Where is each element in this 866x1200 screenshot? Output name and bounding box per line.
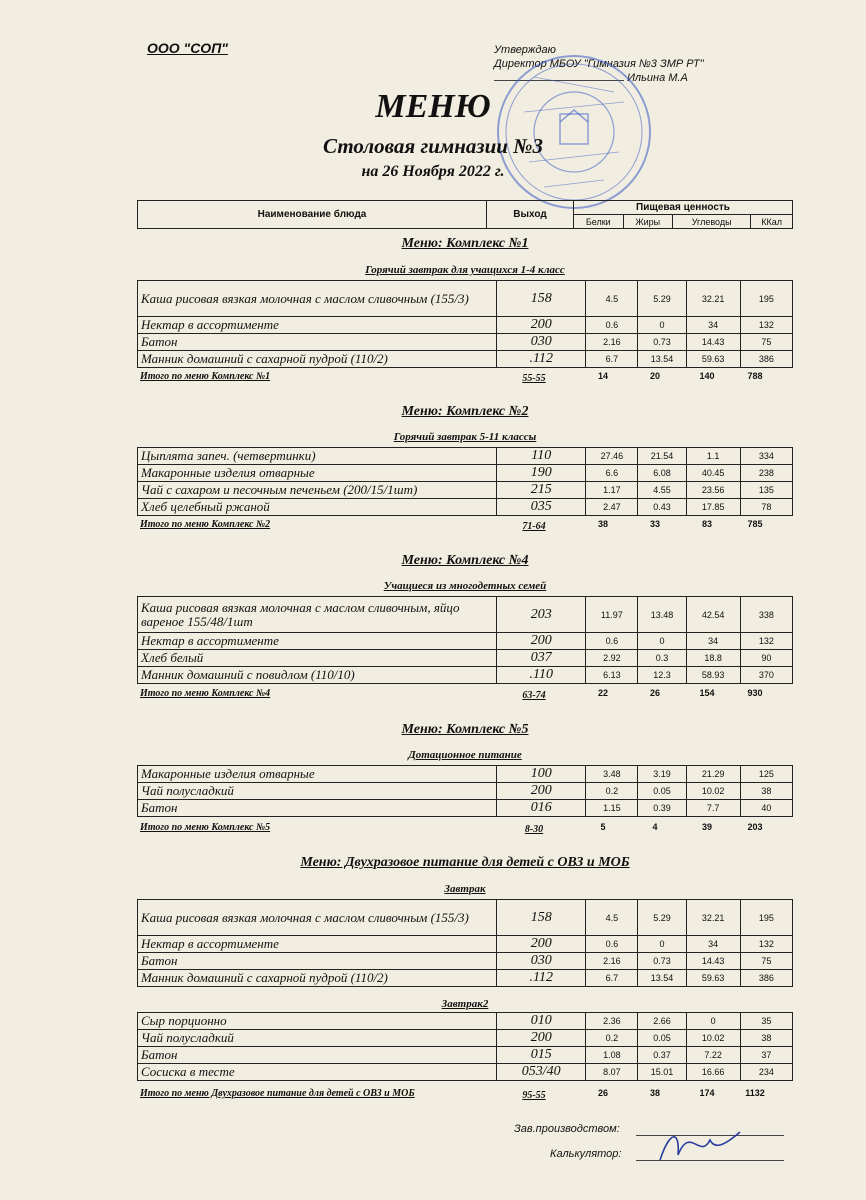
dish-output: 110 [497, 448, 586, 465]
section-subtitle: Завтрак2 [441, 998, 489, 1010]
dish-name: Макаронные изделия отварные [138, 766, 497, 783]
dish-name: Сосиска в тесте [138, 1064, 497, 1081]
kcal-value: 40 [740, 800, 792, 817]
dish-name: Каша рисовая вязкая молочная с маслом сливочным, яйцо вареное 155/48/1шт [138, 597, 497, 633]
total-kcal: 1132 [745, 1088, 765, 1098]
fats-value: 4.55 [638, 482, 686, 499]
dish-output: 030 [497, 953, 586, 970]
dish-output: 035 [497, 499, 586, 516]
carbs-value: 59.63 [686, 970, 740, 987]
carbs-value: 42.54 [686, 597, 740, 633]
dish-output: 200 [497, 1030, 586, 1047]
total-output: 8-30 [524, 824, 544, 835]
section-subtitle: Горячий завтрак 5-11 классы [393, 431, 537, 443]
dish-output: 203 [497, 597, 586, 633]
fats-value: 0.37 [638, 1047, 686, 1064]
total-carbs: 154 [699, 688, 715, 698]
proteins-value: 4.5 [586, 900, 638, 936]
dish-name: Батон [138, 800, 497, 817]
kcal-value: 386 [740, 351, 792, 368]
total-kcal: 788 [747, 371, 763, 381]
carbs-value: 18.8 [686, 650, 740, 667]
table-row [138, 783, 793, 800]
proteins-value: 2.36 [586, 1013, 638, 1030]
total-fats: 20 [649, 371, 660, 381]
carbs-value: 14.43 [686, 953, 740, 970]
fats-value: 0 [638, 317, 686, 334]
proteins-value: 1.17 [586, 482, 638, 499]
dish-output: 015 [497, 1047, 586, 1064]
table-row [138, 953, 793, 970]
section-subtitle: Учащиеся из многодетных семей [383, 580, 547, 592]
kcal-value: 135 [740, 482, 792, 499]
carbs-value: 21.29 [686, 766, 740, 783]
table-row [138, 499, 793, 516]
kcal-value: 37 [740, 1047, 792, 1064]
carbs-value: 40.45 [686, 465, 740, 482]
fats-value: 0.3 [638, 650, 686, 667]
section-total [137, 371, 793, 385]
dish-output: 010 [497, 1013, 586, 1030]
kcal-value: 238 [740, 465, 792, 482]
kcal-value: 35 [740, 1013, 792, 1030]
dish-output: 037 [497, 650, 586, 667]
total-fats: 26 [649, 688, 660, 698]
proteins-value: 0.2 [586, 783, 638, 800]
total-output: 55-55 [522, 373, 546, 384]
table-row [138, 334, 793, 351]
table-row [138, 597, 793, 633]
carbs-value: 14.43 [686, 334, 740, 351]
fats-value: 13.54 [638, 970, 686, 987]
menu-table [137, 899, 793, 987]
proteins-value: 0.6 [586, 633, 638, 650]
table-row [138, 482, 793, 499]
menu-table [137, 280, 793, 368]
total-proteins: 26 [597, 1088, 608, 1098]
total-kcal: 930 [747, 688, 763, 698]
fats-value: 0.73 [638, 953, 686, 970]
table-row [138, 281, 793, 317]
dish-output: 030 [497, 334, 586, 351]
dish-output: .112 [497, 970, 586, 987]
section-total [137, 822, 793, 836]
dish-name: Сыр порционно [138, 1013, 497, 1030]
section-subtitle: Дотационное питание [408, 749, 522, 761]
dish-output: 200 [497, 783, 586, 800]
total-output: 63-74 [522, 690, 546, 701]
total-carbs: 140 [699, 371, 715, 381]
kcal-value: 132 [740, 633, 792, 650]
carbs-value: 34 [686, 936, 740, 953]
kcal-value: 132 [740, 936, 792, 953]
total-proteins: 5 [600, 822, 606, 832]
header-dish-name: Наименование блюда [138, 201, 487, 229]
dish-output: 200 [497, 317, 586, 334]
organization-name: ООО "СОП" [147, 40, 228, 56]
total-label: Итого по меню Комплекс №2 [140, 519, 271, 530]
table-row [138, 1013, 793, 1030]
proteins-value: 6.7 [586, 970, 638, 987]
kcal-value: 234 [740, 1064, 792, 1081]
table-row [138, 766, 793, 783]
kcal-value: 75 [740, 334, 792, 351]
carbs-value: 17.85 [686, 499, 740, 516]
dish-name: Чай с сахаром и песочным печеньем (200/15/1шт) [138, 482, 497, 499]
menu-table [137, 1012, 793, 1081]
table-header [137, 200, 793, 229]
dish-output: 100 [497, 766, 586, 783]
kcal-value: 132 [740, 317, 792, 334]
fats-value: 5.29 [638, 900, 686, 936]
table-row [138, 650, 793, 667]
dish-name: Манник домашний с сахарной пудрой (110/2) [138, 970, 497, 987]
dish-output: 200 [497, 936, 586, 953]
kcal-value: 195 [740, 900, 792, 936]
menu-table [137, 447, 793, 516]
total-kcal: 203 [747, 822, 763, 832]
dish-output: 158 [497, 281, 586, 317]
kcal-value: 38 [740, 1030, 792, 1047]
carbs-value: 7.7 [686, 800, 740, 817]
dish-output: .112 [497, 351, 586, 368]
fats-value: 15.01 [638, 1064, 686, 1081]
table-row [138, 1047, 793, 1064]
total-output: 71-64 [522, 521, 546, 532]
fats-value: 0.05 [638, 783, 686, 800]
total-carbs: 39 [701, 822, 712, 832]
header-carbs: Углеводы [672, 215, 750, 229]
menu-table [137, 765, 793, 817]
table-row [138, 667, 793, 684]
fats-value: 5.29 [638, 281, 686, 317]
dish-name: Чай полусладкий [138, 1030, 497, 1047]
fats-value: 0.43 [638, 499, 686, 516]
menu-table [137, 596, 793, 684]
kcal-value: 334 [740, 448, 792, 465]
table-row [138, 317, 793, 334]
kcal-value: 338 [740, 597, 792, 633]
table-row [138, 465, 793, 482]
dish-name: Нектар в ассортименте [138, 317, 497, 334]
total-fats: 33 [649, 519, 660, 529]
page-subtitle: Столовая гимназии №3 [323, 134, 543, 158]
proteins-value: 2.16 [586, 334, 638, 351]
official-seal [494, 52, 654, 212]
fats-value: 2.66 [638, 1013, 686, 1030]
kcal-value: 370 [740, 667, 792, 684]
section-title: Меню: Комплекс №4 [401, 553, 529, 568]
section-title: Меню: Комплекс №5 [401, 722, 529, 737]
proteins-value: 4.5 [586, 281, 638, 317]
dish-name: Батон [138, 1047, 497, 1064]
dish-name: Нектар в ассортименте [138, 936, 497, 953]
carbs-value: 32.21 [686, 281, 740, 317]
proteins-value: 2.16 [586, 953, 638, 970]
dish-name: Манник домашний с сахарной пудрой (110/2) [138, 351, 497, 368]
dish-output: .110 [497, 667, 586, 684]
proteins-value: 11.97 [586, 597, 638, 633]
handwritten-signature [650, 1120, 750, 1170]
total-carbs: 174 [699, 1088, 715, 1098]
carbs-value: 23.56 [686, 482, 740, 499]
table-row [138, 448, 793, 465]
dish-output: 200 [497, 633, 586, 650]
table-row [138, 633, 793, 650]
dish-name: Цыплята запеч. (четвертинки) [138, 448, 497, 465]
fats-value: 13.48 [638, 597, 686, 633]
dish-name: Чай полусладкий [138, 783, 497, 800]
table-row [138, 936, 793, 953]
dish-output: 053/40 [497, 1064, 586, 1081]
kcal-value: 195 [740, 281, 792, 317]
total-proteins: 38 [597, 519, 608, 529]
dish-output: 158 [497, 900, 586, 936]
menu-date: на 26 Ноября 2022 г. [361, 163, 505, 180]
table-row [138, 970, 793, 987]
total-proteins: 22 [597, 688, 608, 698]
dish-output: 190 [497, 465, 586, 482]
carbs-value: 34 [686, 317, 740, 334]
kcal-value: 90 [740, 650, 792, 667]
dish-name: Батон [138, 953, 497, 970]
table-row [138, 351, 793, 368]
fats-value: 12.3 [638, 667, 686, 684]
dish-name: Манник домашний с повидлом (110/10) [138, 667, 497, 684]
carbs-value: 59.63 [686, 351, 740, 368]
kcal-value: 78 [740, 499, 792, 516]
section-title: Меню: Комплекс №1 [401, 236, 529, 251]
section-title: Меню: Двухразовое питание для детей с ОВЗ и МОБ [300, 855, 630, 870]
total-output: 95-55 [522, 1090, 546, 1101]
fats-value: 6.08 [638, 465, 686, 482]
director-name: Ильина М.А [627, 72, 688, 84]
table-row [138, 1030, 793, 1047]
section-total [137, 519, 793, 533]
proteins-value: 3.48 [586, 766, 638, 783]
dish-output: 016 [497, 800, 586, 817]
total-label: Итого по меню Комплекс №4 [140, 688, 271, 699]
total-kcal: 785 [747, 519, 763, 529]
proteins-value: 0.2 [586, 1030, 638, 1047]
fats-value: 13.54 [638, 351, 686, 368]
calculator-signature-label: Калькулятор: [550, 1148, 622, 1160]
carbs-value: 1.1 [686, 448, 740, 465]
proteins-value: 2.92 [586, 650, 638, 667]
section-subtitle: Завтрак [444, 883, 486, 895]
fats-value: 0 [638, 936, 686, 953]
carbs-value: 16.66 [686, 1064, 740, 1081]
kcal-value: 38 [740, 783, 792, 800]
dish-output: 215 [497, 482, 586, 499]
proteins-value: 0.6 [586, 936, 638, 953]
dish-name: Каша рисовая вязкая молочная с маслом сливочным (155/3) [138, 281, 497, 317]
proteins-value: 8.07 [586, 1064, 638, 1081]
total-carbs: 83 [701, 519, 712, 529]
header-output: Выход [487, 201, 574, 229]
header-fats: Жиры [623, 215, 672, 229]
carbs-value: 10.02 [686, 783, 740, 800]
fats-value: 3.19 [638, 766, 686, 783]
total-label: Итого по меню Комплекс №5 [140, 822, 271, 833]
fats-value: 0 [638, 633, 686, 650]
dish-name: Батон [138, 334, 497, 351]
carbs-value: 58.93 [686, 667, 740, 684]
total-fats: 4 [652, 822, 658, 832]
section-total [137, 688, 793, 702]
carbs-value: 7.22 [686, 1047, 740, 1064]
carbs-value: 10.02 [686, 1030, 740, 1047]
table-row [138, 800, 793, 817]
fats-value: 21.54 [638, 448, 686, 465]
proteins-value: 1.15 [586, 800, 638, 817]
dish-name: Каша рисовая вязкая молочная с маслом сливочным (155/3) [138, 900, 497, 936]
proteins-value: 6.7 [586, 351, 638, 368]
fats-value: 0.05 [638, 1030, 686, 1047]
approval-line-2: Директор МБОУ "Гимназия №3 ЗМР РТ" [494, 58, 704, 70]
proteins-value: 27.46 [586, 448, 638, 465]
fats-value: 0.39 [638, 800, 686, 817]
kcal-value: 75 [740, 953, 792, 970]
production-signature-label: Зав.производством: [514, 1123, 620, 1135]
carbs-value: 0 [686, 1013, 740, 1030]
dish-name: Нектар в ассортименте [138, 633, 497, 650]
page-title: МЕНЮ [375, 88, 491, 125]
section-title: Меню: Комплекс №2 [401, 404, 529, 419]
proteins-value: 0.6 [586, 317, 638, 334]
total-label: Итого по меню Двухразовое питание для детей с ОВЗ и МОБ [140, 1088, 415, 1099]
carbs-value: 34 [686, 633, 740, 650]
carbs-value: 32.21 [686, 900, 740, 936]
table-row [138, 1064, 793, 1081]
header-nutrition: Пищевая ценность [574, 201, 793, 215]
kcal-value: 125 [740, 766, 792, 783]
total-fats: 38 [649, 1088, 660, 1098]
dish-name: Хлеб белый [138, 650, 497, 667]
proteins-value: 1.08 [586, 1047, 638, 1064]
section-total [137, 1088, 793, 1102]
proteins-value: 6.13 [586, 667, 638, 684]
fats-value: 0.73 [638, 334, 686, 351]
kcal-value: 386 [740, 970, 792, 987]
header-kcal: ККал [751, 215, 793, 229]
total-label: Итого по меню Комплекс №1 [140, 371, 271, 382]
dish-name: Макаронные изделия отварные [138, 465, 497, 482]
proteins-value: 2.47 [586, 499, 638, 516]
section-subtitle: Горячий завтрак для учащихся 1-4 класс [365, 264, 565, 276]
proteins-value: 6.6 [586, 465, 638, 482]
dish-name: Хлеб целебный ржаной [138, 499, 497, 516]
header-proteins: Белки [574, 215, 624, 229]
table-row [138, 900, 793, 936]
approval-line-1: Утверждаю [494, 44, 556, 56]
total-proteins: 14 [597, 371, 608, 381]
